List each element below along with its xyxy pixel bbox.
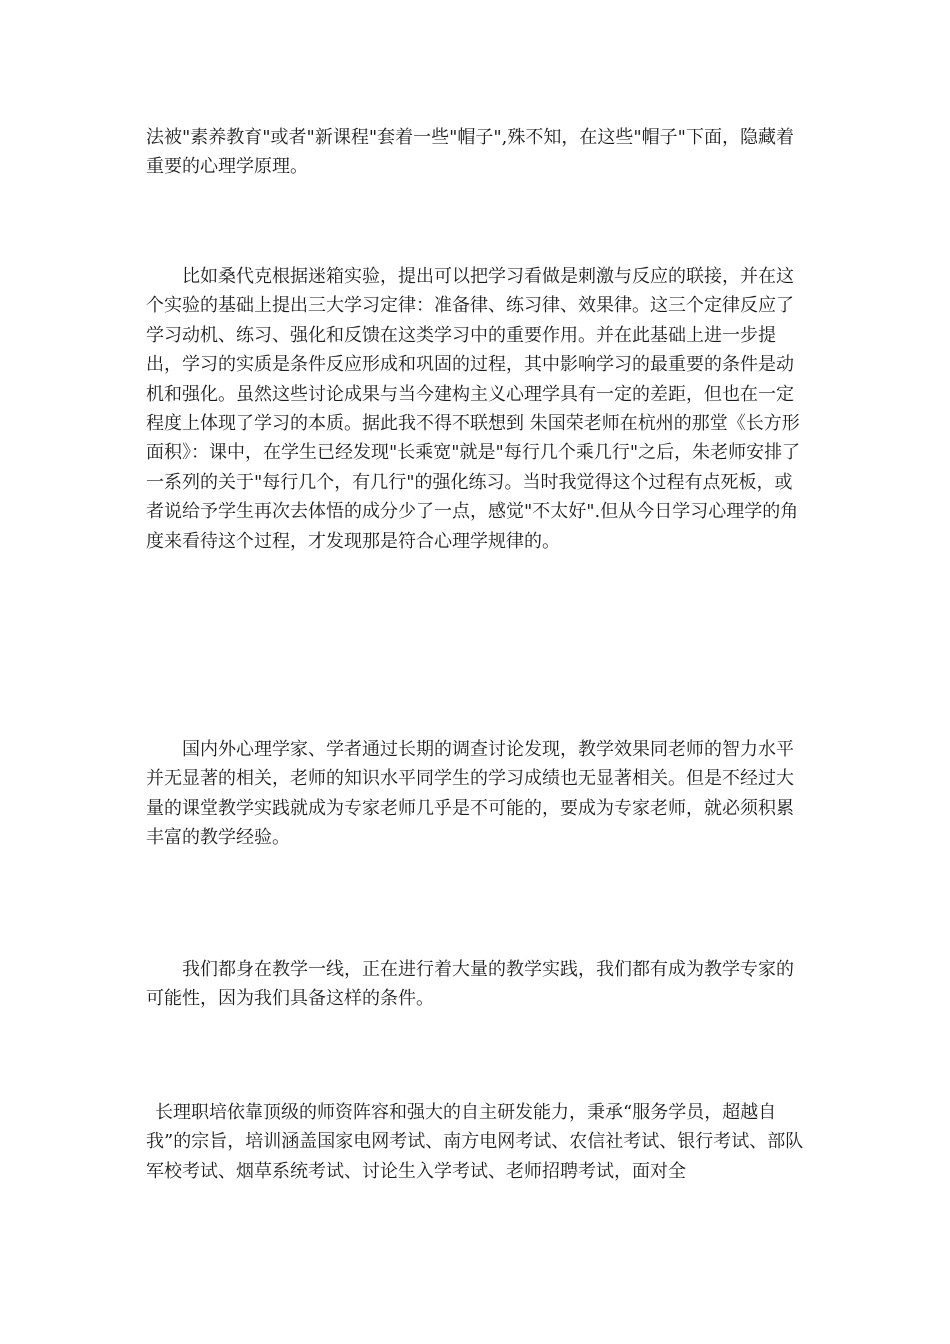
paragraph-5: 长理职培依靠顶级的师资阵容和强大的自主研发能力，秉承“服务学员，超越自我”的宗旨，培训涵盖国家电网考试、南方电网考试、农信社考试、银行考试、部队军校考试、烟草系统考试、讨论生入学考试、老师招聘考试，面对全 [146,1102,804,1182]
paragraph-3: 国内外心理学家、学者通过长期的调查讨论发现，教学效果同老师的智力水平并无显著的相关，老师的知识水平同学生的学习成绩也无显著相关。但是不经过大量的课堂教学实践就成为专家老师几乎是不可能的，要成为专家老师，就必须积累丰富的教学经验。 [146,739,794,849]
paragraph-4: 我们都身在教学一线，正在进行着大量的教学实践，我们都有成为教学专家的可能性，因为我们具备这样的条件。 [146,959,794,1010]
paragraph-1: 法被"素养教育"或者"新课程"套着一些"帽子",殊不知，在这些"帽子"下面，隐藏着重要的心理学原理。 [146,127,794,178]
paragraph-2: 比如桑代克根据迷箱实验，提出可以把学习看做是刺激与反应的联接，并在这个实验的基础上提出三大学习定律：准备律、练习律、效果律。这三个定律反应了学习动机、练习、强化和反馈在这类学习中的重要作用。并在此基础上进一步提出，学习的实质是条件反应形成和巩固的过程，其中影响学习的最重要的条件是动机和强化。虽然这些讨论成果与当今建构主义心理学具有一定的差距，但也在一定程度上体现了学习的本质。据此我不得不联想到 朱国荣老师在杭州的那堂《长方形面积》：课中，在学生已经发现"长乘宽"就是"每行几个乘几行"之后，朱老师安排了一系列的关于"每行几个，有几行"的强化练习。当时我觉得这个过程有点死板，或者说给予学生再次去体悟的成分少了一点，感觉"不太好".但从今日学习心理学的角度来看待这个过程，才发现那是符合心理学规律的。 [146,266,801,552]
